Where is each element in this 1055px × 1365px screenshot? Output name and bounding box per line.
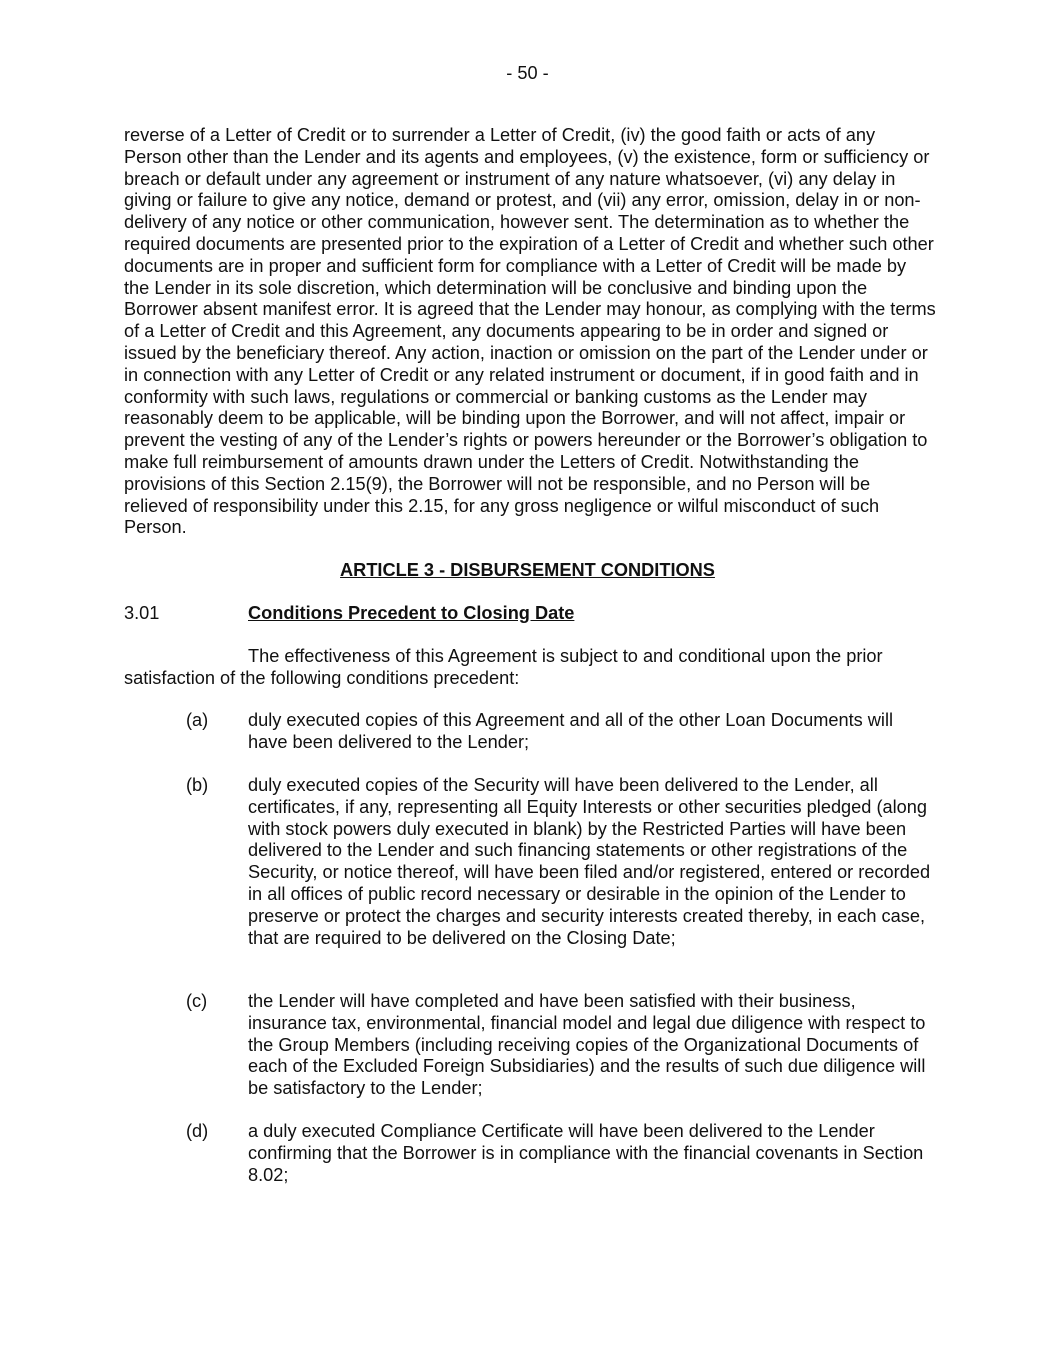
list-item-text: the Lender will have completed and have been satisfied with their business, insurance tax, environmental, financial model and legal due diligence with respect to the Group Members (including receiving copies of the Organizational Documents of each of the Excluded Foreign Subsidiaries) and the results of such due diligence will be satisfactory to the Lender; [248,991,926,1099]
page-number: - 50 - [506,63,549,83]
list-item-text: duly executed copies of this Agreement and all of the other Loan Documents will have been delivered to the Lender; [248,710,894,752]
list-item-label: (b) [186,775,209,795]
article-heading: ARTICLE 3 - DISBURSEMENT CONDITIONS [340,560,715,580]
list-item-label: (a) [186,710,209,730]
list-item-text: a duly executed Compliance Certificate will have been delivered to the Lender confirming that the Borrower is in compliance with the financial covenants in Section 8.02; [248,1121,924,1185]
section-number: 3.01 [124,603,160,623]
intro-paragraph: reverse of a Letter of Credit or to surrender a Letter of Credit, (iv) the good faith or acts of any Person other than the Lender and its agents and employees, (v) the existence, form or sufficiency or breach or default under any agreement or instrument of any nature whatsoever, (vi) any delay in giving or failure to give any notice, demand or protest, and (vii) any error, omission, delay in or non-delivery of any notice or other communication, however sent. The determination as to whether the required documents are presented prior to the expiration of a Letter of Credit and whether such other documents are in proper and sufficient form for compliance with a Letter of Credit will be made by the Lender in its sole discretion, which determination will be conclusive and binding upon the Borrower absent manifest error. It is agreed that the Lender may honour, as complying with the terms of a Letter of Credit and this Agreement, any documents appearing to be in order and signed or issued by the beneficiary thereof. Any action, inaction or omission on the part of the Lender under or in connection with any Letter of Credit or any related instrument or document, if in good faith and in conformity with such laws, regulations or commercial or banking customs as the Lender may reasonably deem to be applicable, will be binding upon the Borrower, and will not affect, impair or prevent the vesting of any of the Lender’s rights or powers hereunder or the Borrower’s obligation to make full reimbursement of amounts drawn under the Letters of Credit. Notwithstanding the provisions of this Section 2.15(9), the Borrower will not be responsible, and no Person will be relieved of responsibility under this 2.15, for any gross negligence or wilful misconduct of such Person. [124,125,936,538]
lead-paragraph: The effectiveness of this Agreement is subject to and conditional upon the prior satisfaction of the following conditions precedent: [124,646,883,688]
list-item-label: (c) [186,991,208,1011]
section-title: Conditions Precedent to Closing Date [248,603,575,623]
list-item-label: (d) [186,1121,209,1141]
list-item-text: duly executed copies of the Security will have been delivered to the Lender, all certificates, if any, representing all Equity Interests or other securities pledged (along with stock powers duly executed in blank) by the Restricted Parties will have been delivered to the Lender and such financing statements or other registrations of the Security, or notice thereof, will have been filed and/or registered, entered or recorded in all offices of public record necessary or desirable in the opinion of the Lender to preserve or protect the charges and security interests created thereby, in each case, that are required to be delivered on the Closing Date; [248,775,931,948]
